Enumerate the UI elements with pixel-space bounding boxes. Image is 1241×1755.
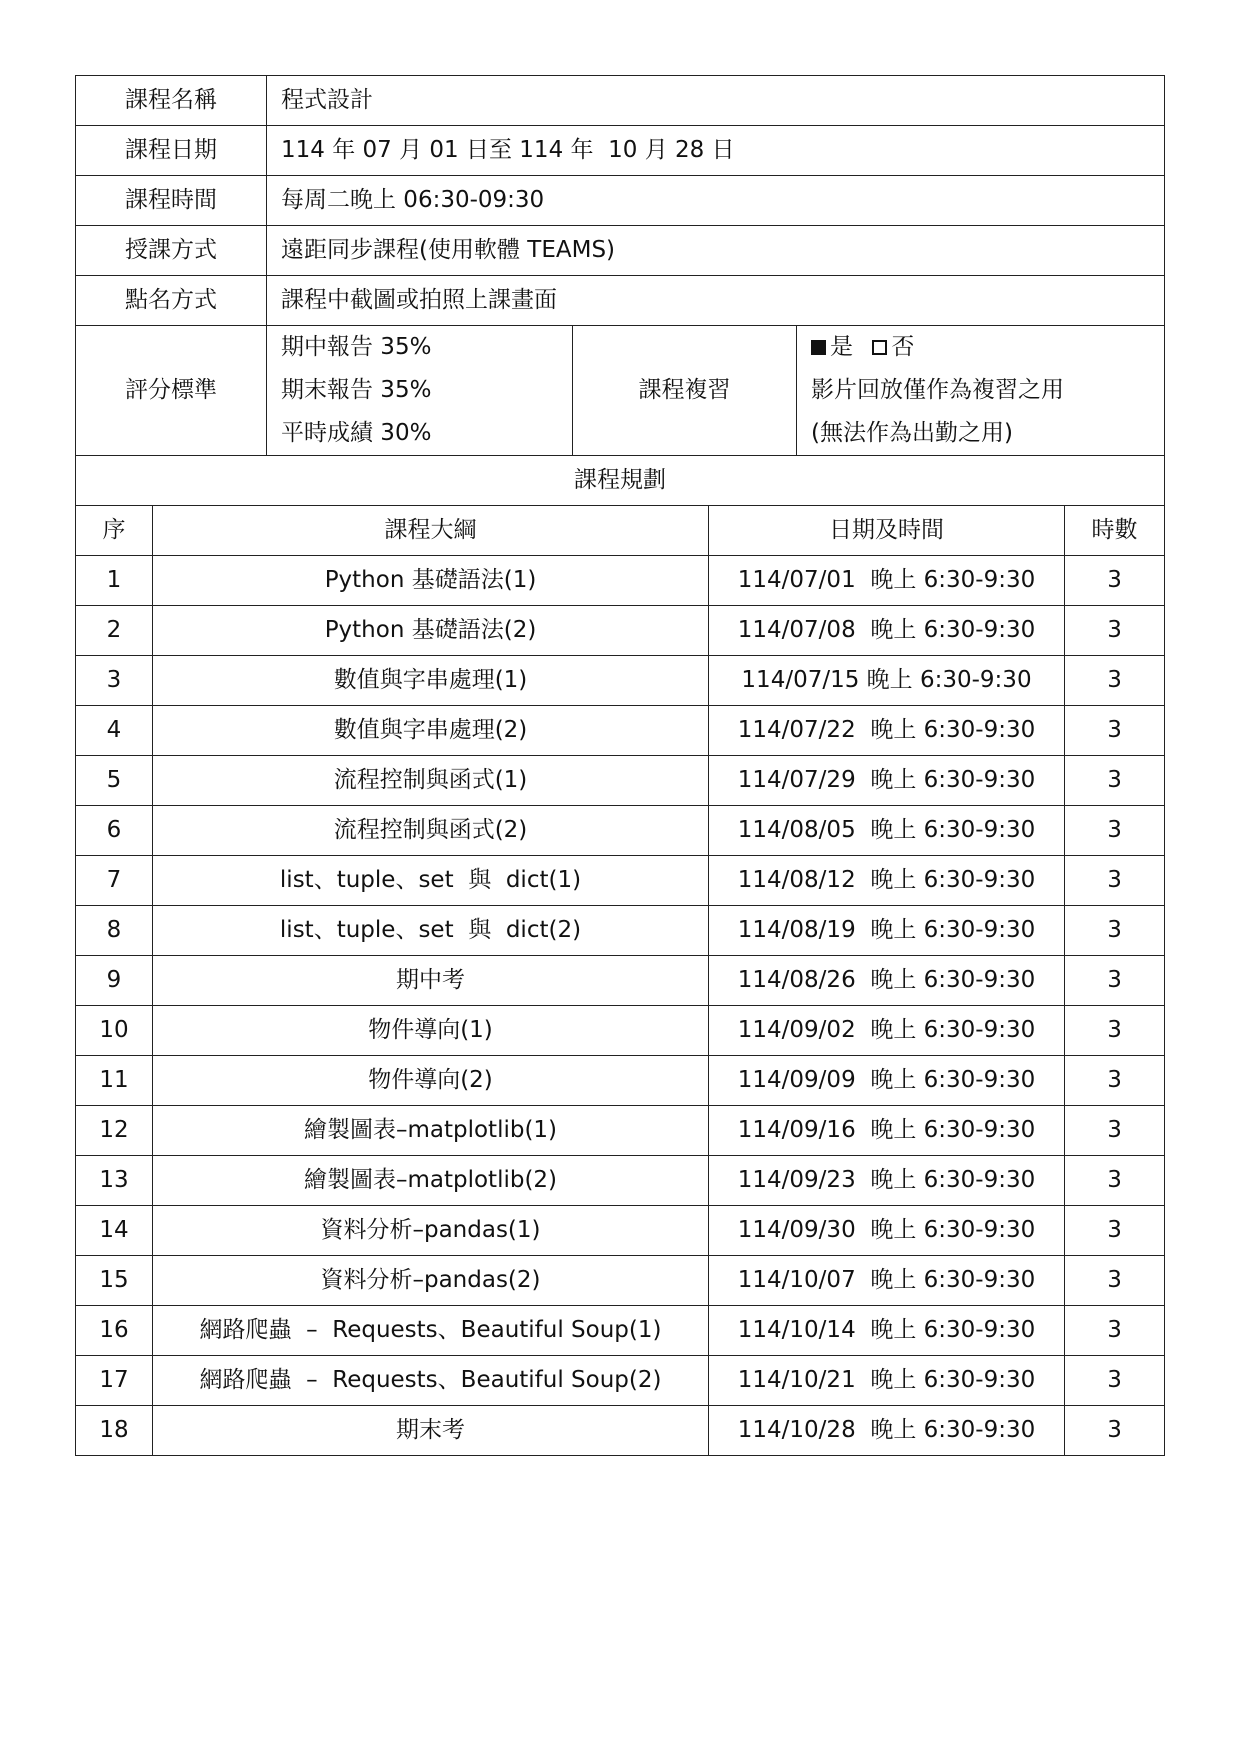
table-row [76, 1106, 1165, 1156]
table-row [76, 656, 1165, 706]
row-hours: 3 [1065, 706, 1165, 756]
row-hours: 3 [1065, 956, 1165, 1006]
table-row [76, 1306, 1165, 1356]
table-row [76, 1156, 1165, 1206]
row-hours: 3 [1065, 1206, 1165, 1256]
row-datetime: 114/08/26 晚上 6:30-9:30 [709, 956, 1065, 1006]
row-no: 8 [76, 906, 153, 956]
method-row [76, 226, 1165, 276]
review-note-2: (無法作為出勤之用) [811, 420, 1013, 446]
row-hours: 3 [1065, 1406, 1165, 1456]
course-time-label: 課程時間 [76, 176, 267, 226]
attendance-label: 點名方式 [76, 276, 267, 326]
row-outline: 網路爬蟲 – Requests、Beautiful Soup(1) [153, 1306, 709, 1356]
row-outline: 數值與字串處理(2) [153, 706, 709, 756]
table-row [76, 756, 1165, 806]
row-no: 7 [76, 856, 153, 906]
method-value: 遠距同步課程(使用軟體 TEAMS) [267, 226, 1165, 276]
row-outline: list、tuple、set 與 dict(1) [153, 856, 709, 906]
review-no-label: 否 [891, 334, 915, 360]
table-row [76, 1056, 1165, 1106]
row-hours: 3 [1065, 1106, 1165, 1156]
row-outline: 物件導向(2) [153, 1056, 709, 1106]
row-no: 15 [76, 1256, 153, 1306]
row-no: 10 [76, 1006, 153, 1056]
row-outline: 數值與字串處理(1) [153, 656, 709, 706]
checked-box-icon [811, 340, 826, 355]
row-datetime: 114/07/29 晚上 6:30-9:30 [709, 756, 1065, 806]
row-datetime: 114/08/19 晚上 6:30-9:30 [709, 906, 1065, 956]
row-datetime: 114/09/30 晚上 6:30-9:30 [709, 1206, 1065, 1256]
review-values [797, 326, 1165, 456]
table-row [76, 906, 1165, 956]
row-hours: 3 [1065, 1306, 1165, 1356]
attendance-value: 課程中截圖或拍照上課畫面 [267, 276, 1165, 326]
row-outline: 期中考 [153, 956, 709, 1006]
row-no: 1 [76, 556, 153, 606]
row-outline: 繪製圖表–matplotlib(1) [153, 1106, 709, 1156]
header-hours: 時數 [1065, 506, 1165, 556]
course-name-label: 課程名稱 [76, 76, 267, 126]
row-outline: 網路爬蟲 – Requests、Beautiful Soup(2) [153, 1356, 709, 1406]
row-outline: Python 基礎語法(1) [153, 556, 709, 606]
row-hours: 3 [1065, 1356, 1165, 1406]
course-name-row [76, 76, 1165, 126]
row-outline: 物件導向(1) [153, 1006, 709, 1056]
grading-row [76, 326, 1165, 456]
table-row [76, 1356, 1165, 1406]
table-row [76, 1256, 1165, 1306]
table-row [76, 556, 1165, 606]
row-no: 3 [76, 656, 153, 706]
row-hours: 3 [1065, 1256, 1165, 1306]
row-outline: 流程控制與函式(2) [153, 806, 709, 856]
row-datetime: 114/09/02 晚上 6:30-9:30 [709, 1006, 1065, 1056]
row-no: 17 [76, 1356, 153, 1406]
row-datetime: 114/10/28 晚上 6:30-9:30 [709, 1406, 1065, 1456]
row-hours: 3 [1065, 1056, 1165, 1106]
row-no: 6 [76, 806, 153, 856]
table-row [76, 1206, 1165, 1256]
row-no: 16 [76, 1306, 153, 1356]
row-hours: 3 [1065, 656, 1165, 706]
row-datetime: 114/09/09 晚上 6:30-9:30 [709, 1056, 1065, 1106]
course-time-value: 每周二晚上 06:30-09:30 [267, 176, 1165, 226]
table-row [76, 606, 1165, 656]
row-outline: 繪製圖表–matplotlib(2) [153, 1156, 709, 1206]
method-label: 授課方式 [76, 226, 267, 276]
review-options [811, 326, 1150, 369]
table-row [76, 1406, 1165, 1456]
row-hours: 3 [1065, 606, 1165, 656]
course-name-value: 程式設計 [267, 76, 1165, 126]
header-no: 序 [76, 506, 153, 556]
row-hours: 3 [1065, 806, 1165, 856]
row-no: 12 [76, 1106, 153, 1156]
row-outline: 資料分析–pandas(1) [153, 1206, 709, 1256]
row-hours: 3 [1065, 1006, 1165, 1056]
row-outline: Python 基礎語法(2) [153, 606, 709, 656]
row-datetime: 114/07/22 晚上 6:30-9:30 [709, 706, 1065, 756]
row-datetime: 114/09/16 晚上 6:30-9:30 [709, 1106, 1065, 1156]
row-datetime: 114/10/14 晚上 6:30-9:30 [709, 1306, 1065, 1356]
grading-values [267, 326, 573, 456]
row-hours: 3 [1065, 756, 1165, 806]
row-datetime: 114/07/01 晚上 6:30-9:30 [709, 556, 1065, 606]
course-table [75, 75, 1165, 1456]
row-no: 2 [76, 606, 153, 656]
row-outline: 流程控制與函式(1) [153, 756, 709, 806]
row-no: 14 [76, 1206, 153, 1256]
review-label: 課程複習 [573, 326, 797, 456]
header-datetime: 日期及時間 [709, 506, 1065, 556]
row-hours: 3 [1065, 556, 1165, 606]
unchecked-box-icon [872, 340, 887, 355]
schedule-header-row [76, 506, 1165, 556]
row-no: 11 [76, 1056, 153, 1106]
row-no: 9 [76, 956, 153, 1006]
attendance-row [76, 276, 1165, 326]
row-datetime: 114/09/23 晚上 6:30-9:30 [709, 1156, 1065, 1206]
table-row [76, 856, 1165, 906]
schedule-title-row [76, 456, 1165, 506]
course-date-row [76, 126, 1165, 176]
grading-regular: 平時成績 30% [281, 420, 432, 446]
grading-final: 期末報告 35% [281, 377, 432, 403]
row-hours: 3 [1065, 906, 1165, 956]
grading-midterm: 期中報告 35% [281, 334, 432, 360]
row-datetime: 114/07/08 晚上 6:30-9:30 [709, 606, 1065, 656]
review-yes-label: 是 [830, 334, 853, 360]
row-no: 13 [76, 1156, 153, 1206]
row-datetime: 114/10/07 晚上 6:30-9:30 [709, 1256, 1065, 1306]
table-row [76, 956, 1165, 1006]
table-row [76, 1006, 1165, 1056]
review-note-1: 影片回放僅作為複習之用 [811, 377, 1064, 403]
row-datetime: 114/10/21 晚上 6:30-9:30 [709, 1356, 1065, 1406]
row-outline: 資料分析–pandas(2) [153, 1256, 709, 1306]
row-no: 4 [76, 706, 153, 756]
course-date-label: 課程日期 [76, 126, 267, 176]
grading-label: 評分標準 [76, 326, 267, 456]
course-time-row [76, 176, 1165, 226]
row-datetime: 114/08/12 晚上 6:30-9:30 [709, 856, 1065, 906]
row-hours: 3 [1065, 1156, 1165, 1206]
row-no: 18 [76, 1406, 153, 1456]
course-date-text: 114 年 07 月 01 日至 114 年 10 月 28 日 [281, 136, 735, 163]
row-datetime: 114/07/15 晚上 6:30-9:30 [709, 656, 1065, 706]
row-hours: 3 [1065, 856, 1165, 906]
table-row [76, 806, 1165, 856]
row-datetime: 114/08/05 晚上 6:30-9:30 [709, 806, 1065, 856]
schedule-title: 課程規劃 [76, 456, 1165, 506]
header-outline: 課程大綱 [153, 506, 709, 556]
table-row [76, 706, 1165, 756]
row-outline: list、tuple、set 與 dict(2) [153, 906, 709, 956]
row-outline: 期末考 [153, 1406, 709, 1456]
row-no: 5 [76, 756, 153, 806]
course-date-value [267, 126, 1165, 176]
